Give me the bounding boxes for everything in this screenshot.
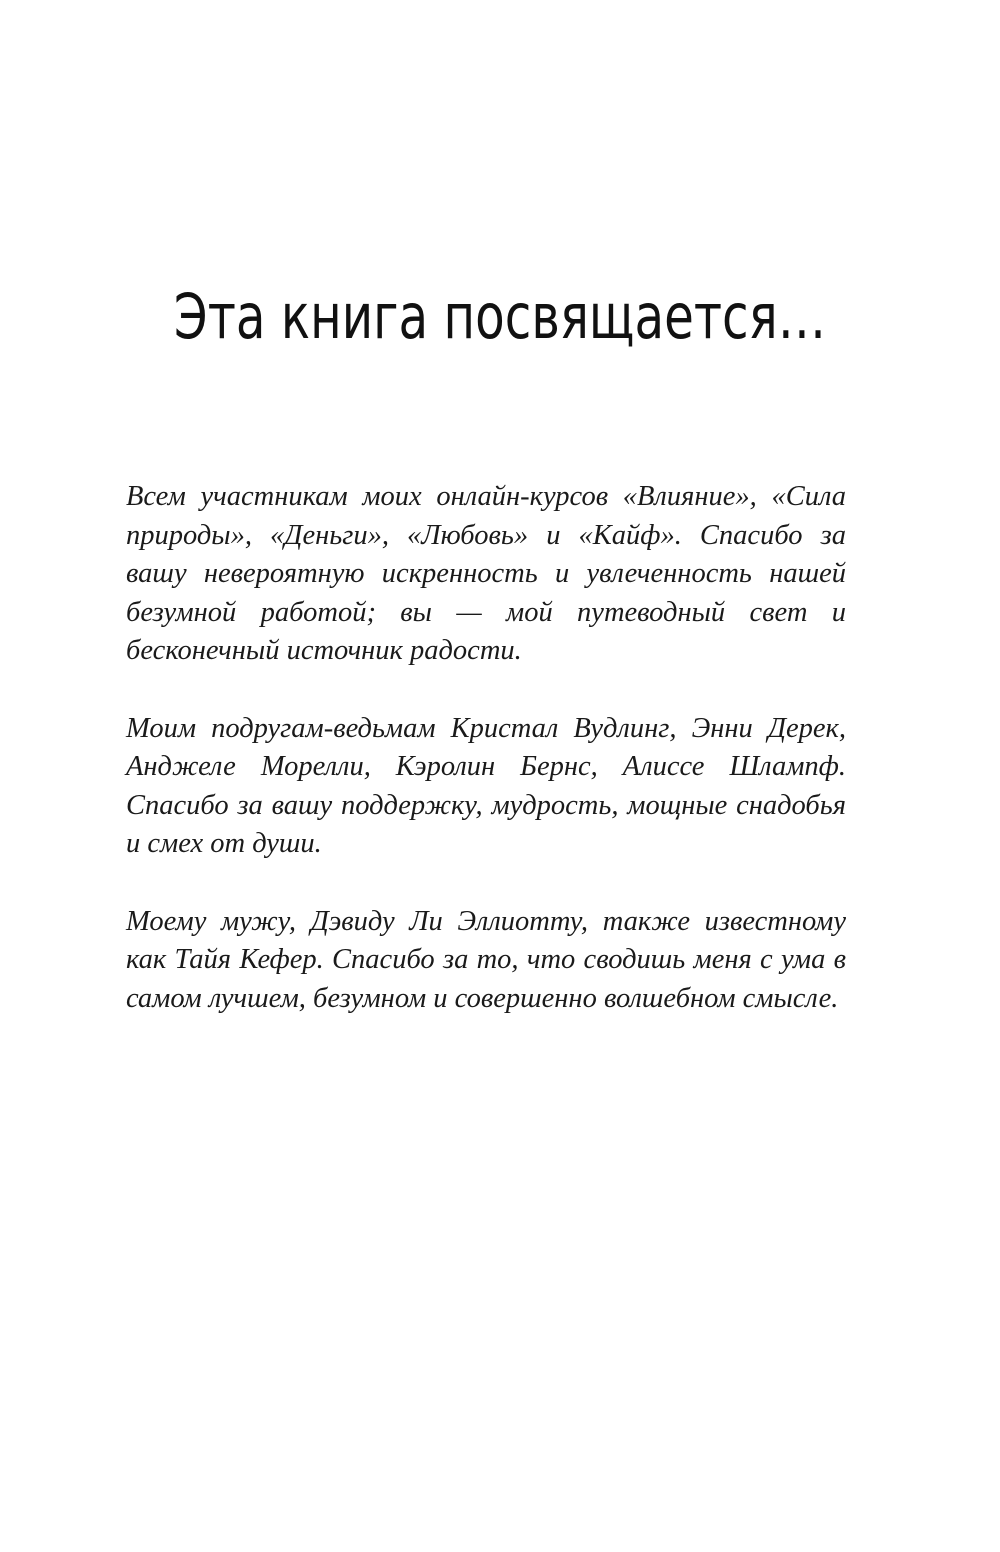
dedication-title: Эта книга посвящается… — [173, 280, 827, 353]
dedication-paragraph-courses: Всем участникам моих онлайн-курсов «Влияние», «Сила природы», «Деньги», «Любовь» и «Кайф». Спасибо за вашу невероятную искренность и увлеченность нашей безумной работой; вы — мой путеводный свет и бесконечный источник радости. — [126, 481, 846, 666]
dedication-paragraph-husband: Моему мужу, Дэвиду Ли Эллиотту, также известному как Тайя Кефер. Спасибо за то, что сводишь меня с ума в самом лучшем, безумном и совершенно волшебном смысле. — [126, 905, 846, 1014]
dedication-paragraph-friends: Моим подругам-ведьмам Кристал Вудлинг, Энни Дерек, Анджеле Морелли, Кэролин Бернс, Алиссе Шлампф. Спасибо за вашу поддержку, мудрость, мощные снадобья и смех от души. — [126, 712, 846, 859]
dedication-body — [126, 478, 846, 1057]
